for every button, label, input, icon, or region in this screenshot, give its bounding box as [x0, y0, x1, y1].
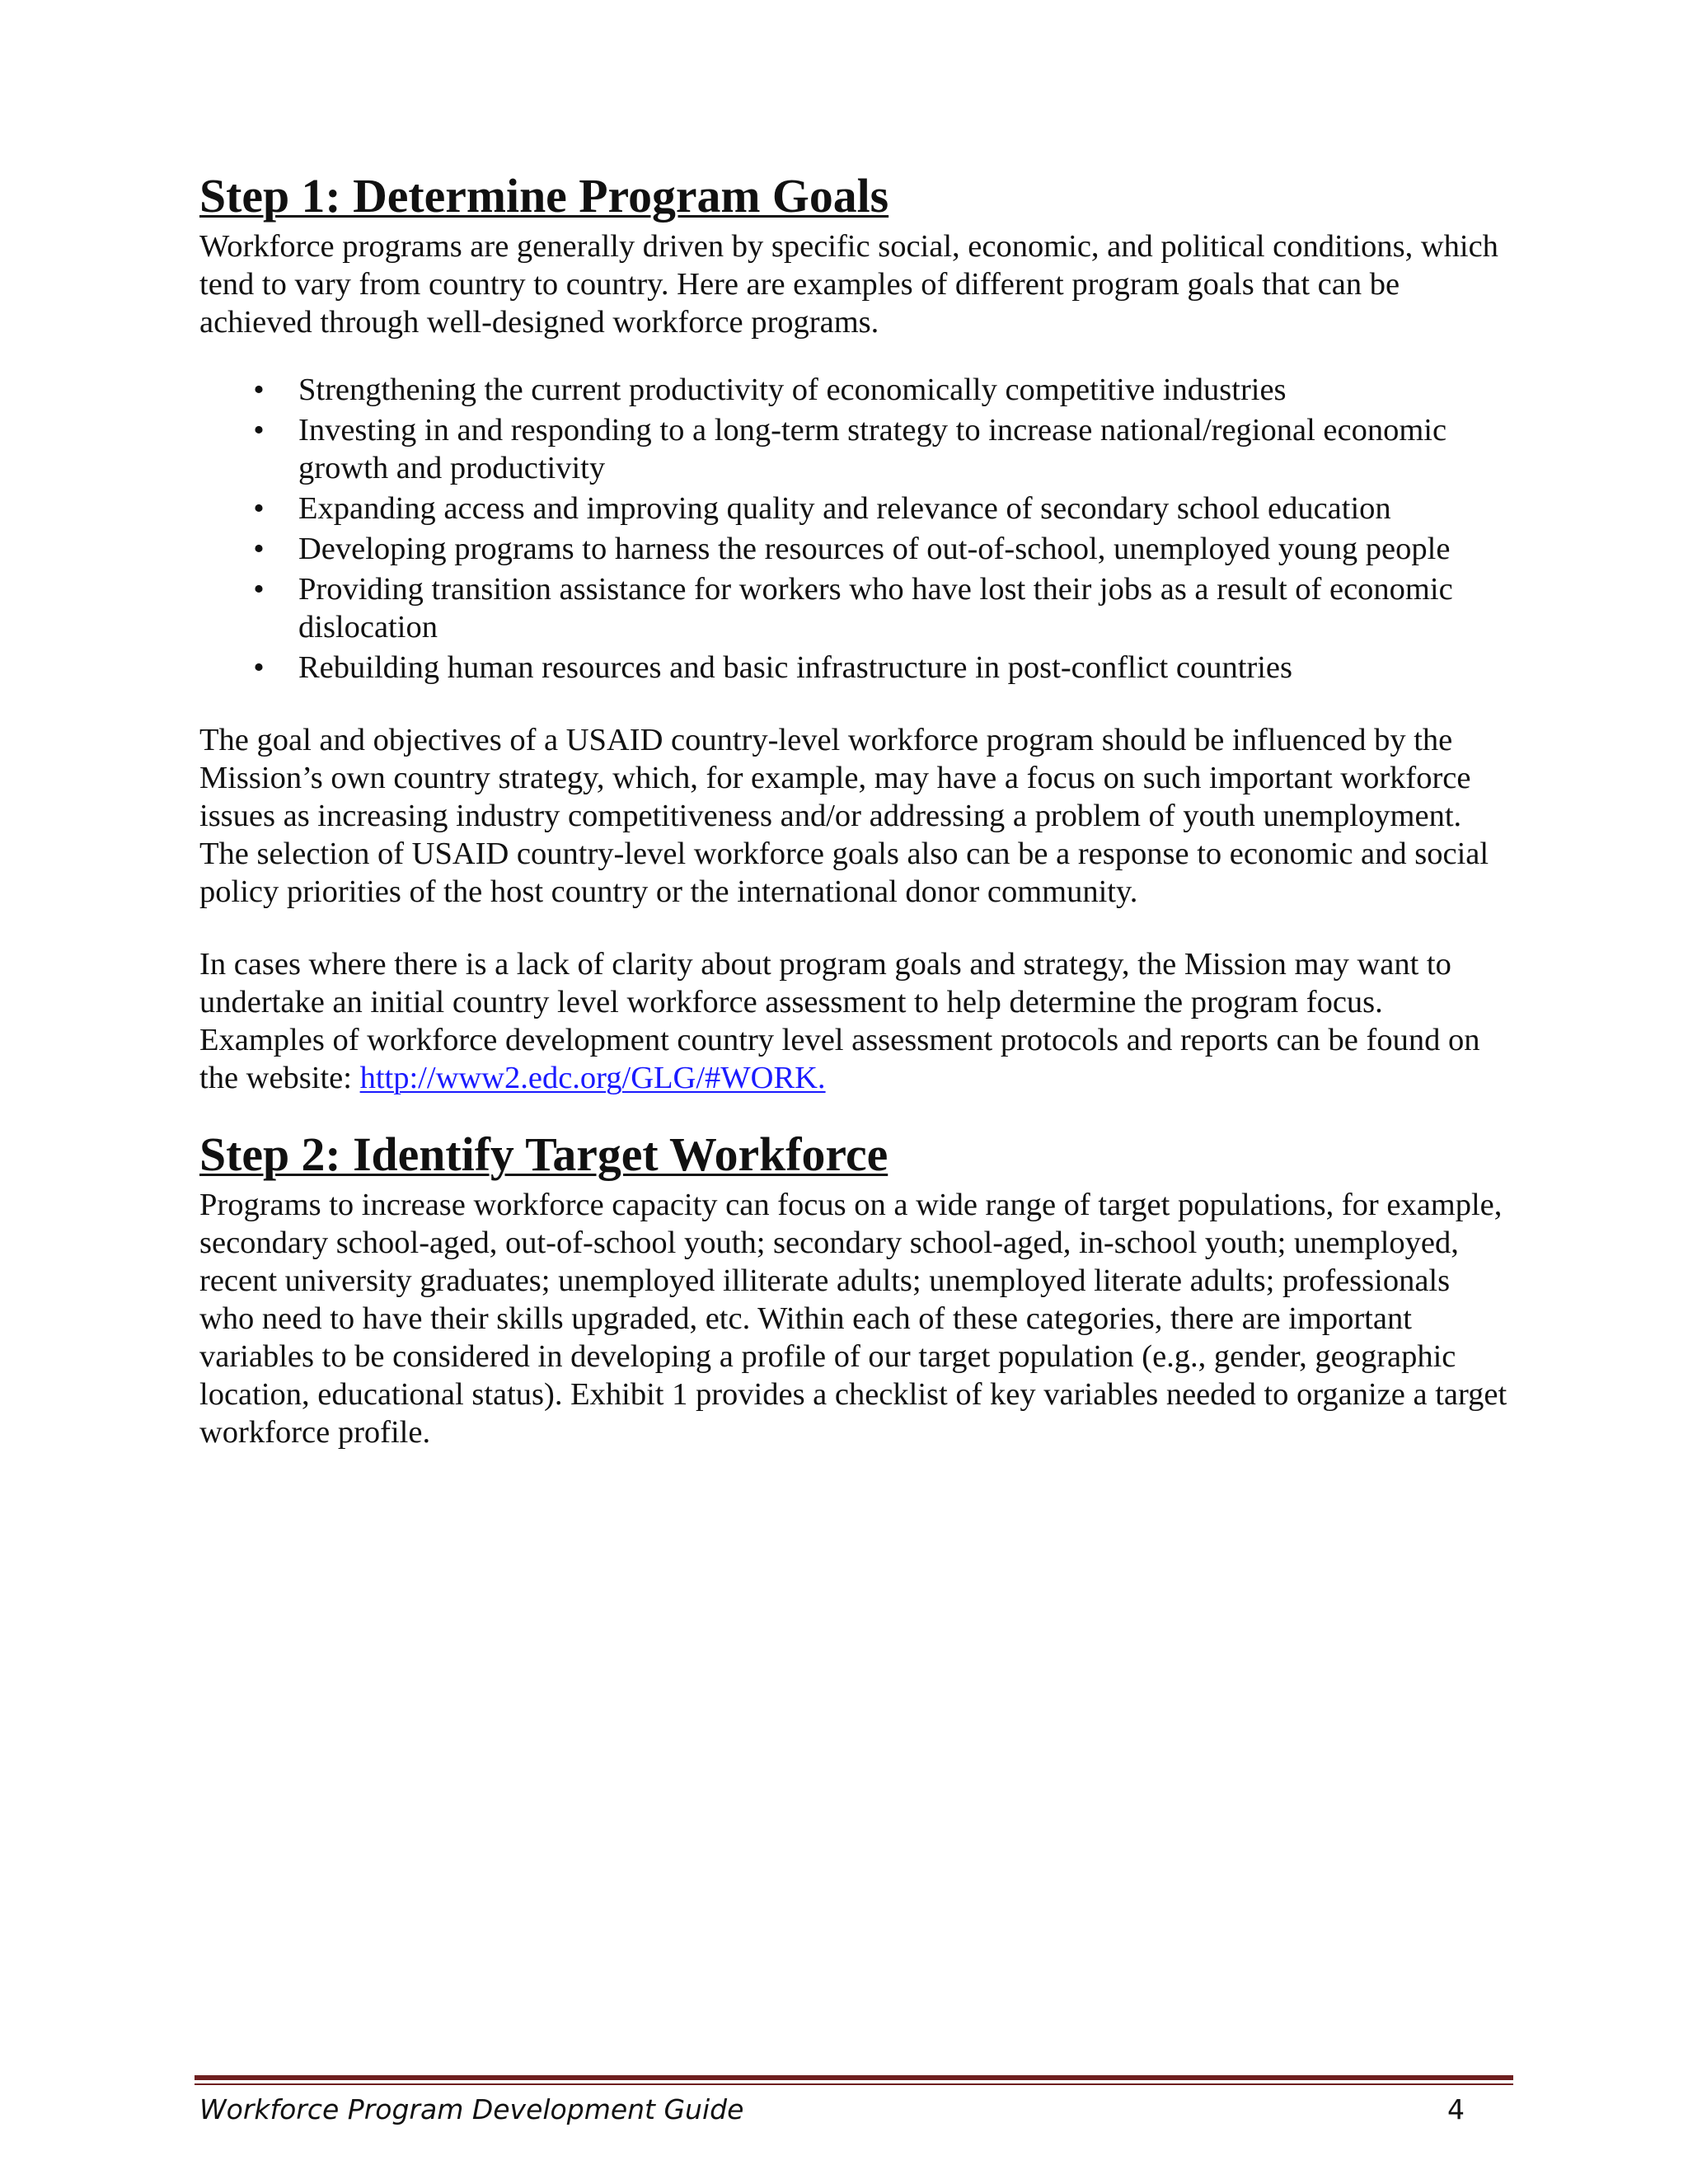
step1-intro-paragraph: Workforce programs are generally driven by specific social, economic, and political conditions, which tend to vary from country to country. Here are examples of different program goals that can be achieved through well-designed workforce programs. — [199, 229, 1498, 340]
bullet-icon: • — [253, 650, 265, 685]
step2-body-paragraph: Programs to increase workforce capacity can focus on a wide range of target populations, for example, secondary school-aged, out-of-school youth; secondary school-aged, in-school youth; unemployed, recent university graduates; unemployed illiterate adults; unemployed literate adults; professionals who need to have their skills upgraded, etc. Within each of these categories, there are important variables to be considered in developing a profile of our target population (e.g., gender, geographic location, educational status). Exhibit 1 provides a checklist of key variables needed to organize a target workforce profile. — [199, 1188, 1507, 1450]
step1-heading: Step 1: Determine Program Goals — [199, 171, 889, 223]
list-item-text: Rebuilding human resources and basic infrastructure in post-conflict countries — [298, 650, 1292, 685]
mission-strategy-paragraph: The goal and objectives of a USAID country-level workforce program should be influenced by the Mission’s own country strategy, which, for example, may have a focus on such important workforce issues as increasing industry competitiveness and/or addressing a problem of youth unemployment. The selection of USAID country-level workforce goals also can be a response to economic and social policy priorities of the host country or the international donor community. — [199, 723, 1489, 909]
list-item-text: Developing programs to harness the resources of out-of-school, unemployed young people — [298, 532, 1451, 566]
list-item — [199, 530, 1510, 568]
list-item — [199, 490, 1510, 527]
edc-website-link[interactable]: http://www2.edc.org/GLG/#WORK. — [359, 1061, 826, 1095]
list-item — [199, 411, 1510, 487]
assessment-paragraph — [199, 945, 1510, 1097]
footer-divider — [195, 2075, 1513, 2085]
list-item-text: Providing transition assistance for workers who have lost their jobs as a result of economic dislocation — [298, 572, 1453, 644]
page-number: 4 — [1447, 2093, 1465, 2125]
bullet-icon: • — [253, 572, 265, 607]
list-item — [199, 570, 1510, 646]
page-content — [199, 171, 1510, 1451]
program-goals-list — [199, 371, 1510, 687]
footer-document-title: Workforce Program Development Guide — [199, 2093, 744, 2125]
step2-heading: Step 2: Identify Target Workforce — [199, 1129, 889, 1181]
list-item-text: Strengthening the current productivity of economically competitive industries — [298, 373, 1287, 407]
list-item-text: Expanding access and improving quality and relevance of secondary school education — [298, 491, 1391, 526]
assessment-paragraph-text: In cases where there is a lack of clarity about program goals and strategy, the Mission may want to undertake an initial country level workforce assessment to help determine the program focus. Examples of workforce development country level assessment protocols and reports can be found on the website: — [199, 947, 1480, 1095]
list-item-text: Investing in and responding to a long-term strategy to increase national/regional economic growth and productivity — [298, 413, 1447, 485]
bullet-icon: • — [253, 491, 265, 526]
bullet-icon: • — [253, 413, 265, 448]
step2-section — [199, 1129, 1510, 1451]
list-item — [199, 649, 1510, 687]
bullet-icon: • — [253, 373, 265, 407]
list-item — [199, 371, 1510, 409]
bullet-icon: • — [253, 532, 265, 566]
